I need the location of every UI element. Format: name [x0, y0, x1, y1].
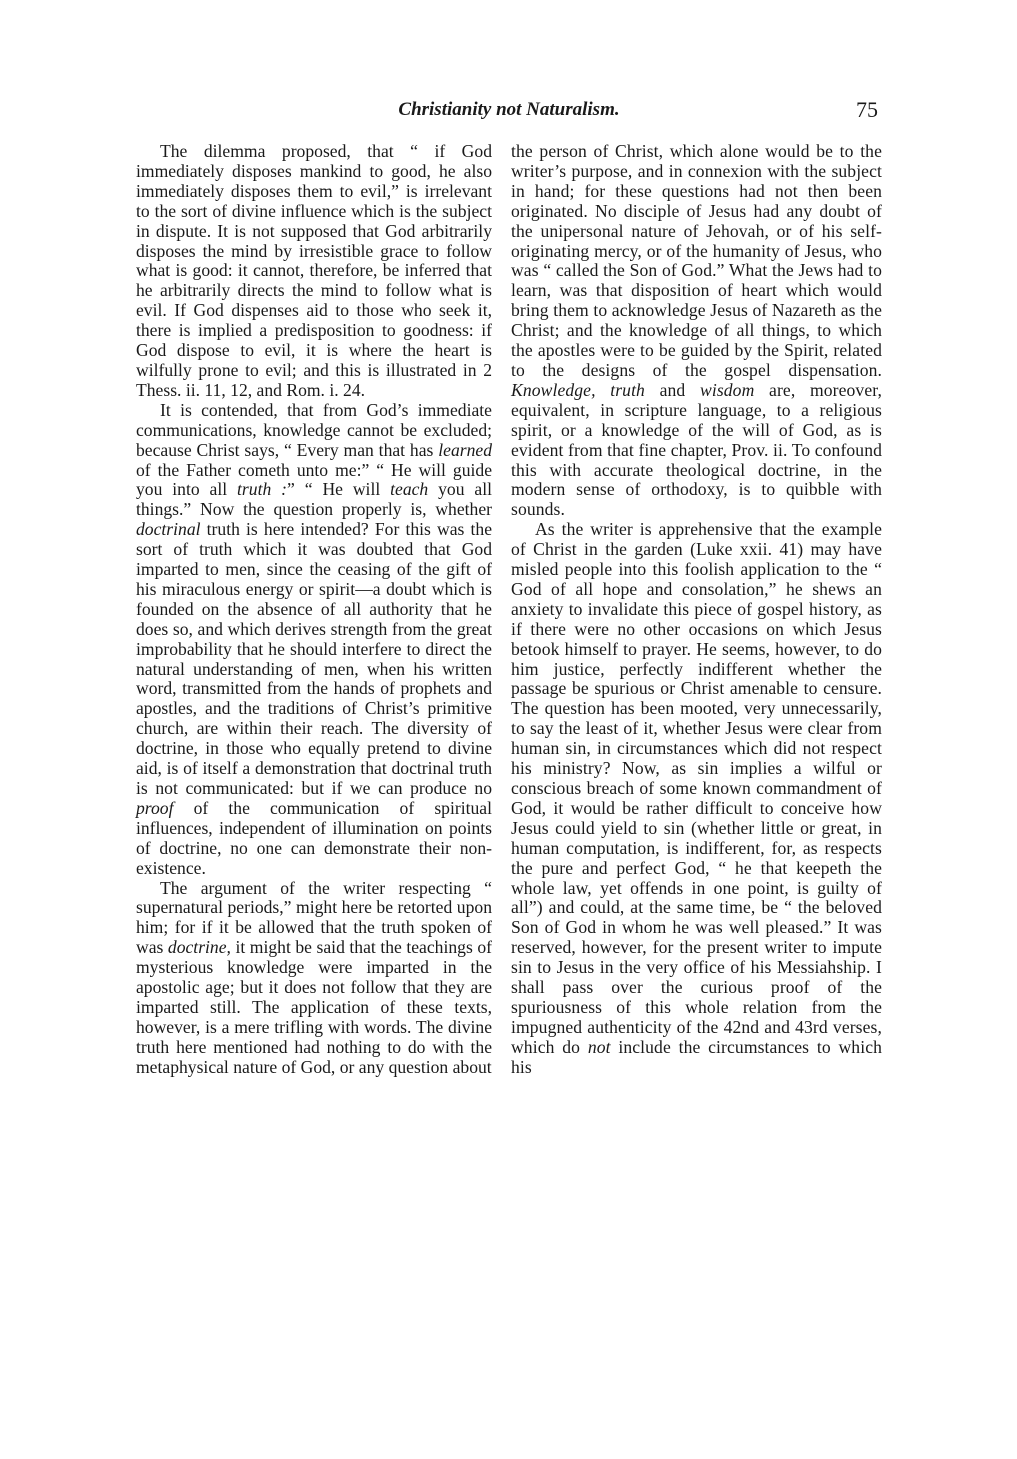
- italic-run: learned: [438, 439, 492, 460]
- text-run: truth is here intended? For this was the sort of truth which it was doubted that God imparted to men, since the ceasing of the gift of his miraculous energy or spirit—a doubt which is founded on the absence of all authority that he does so, and which derives strength from the great improbability that he should interfere to direct the natural understanding of men, when his written word, transmitted from the hands of prophets and apostles, and the traditions of Christ’s primitive church, are within their reach. The diversity of doctrine, in those who equally pretend to divine aid, is of itself a demonstration that doctrinal truth is not communicated: but if we can produce no: [136, 519, 492, 798]
- paragraph-apprehensive: [511, 520, 882, 1077]
- running-head: Christianity not Naturalism.: [398, 99, 620, 120]
- text-run: are, moreover, equivalent, in scripture language, to a religious spirit, or a knowledge of the will of God, as is evident from that fine chapter, Prov. ii. To confound this with accurate theological doctrine, in the modern sense of orthodoxy, is to quibble with sounds.: [511, 379, 882, 520]
- italic-run: doctrine,: [167, 937, 231, 958]
- text-run: of the communication of spiritual influences, independent of illumination on points of doctrine, no one can demonstrate their non-existence.: [136, 797, 492, 878]
- italic-run: Knowledge, truth: [511, 379, 645, 400]
- paragraph-dilemma: The dilemma proposed, that “ if God immediately disposes mankind to good, he also immediately disposes them to evil,” is irrelevant to the sort of divine influence which is the subject in dispute. It is not supposed that God arbitrarily disposes the mind by irresistible grace to follow what is good: it cannot, therefore, be inferred that he arbitrarily directs the mind to follow what is evil. If God dispenses aid to those who seek it, there is implied a predisposition to goodness: if God dispose to evil, it is where the heart is wilfully prone to evil; and this is illustrated in 2 Thess. ii. 11, 12, and Rom. i. 24.: [136, 141, 492, 400]
- right-column: [511, 142, 882, 1382]
- page-number: 75: [856, 97, 878, 122]
- text-run: ” “ He will: [287, 479, 391, 500]
- italic-run: truth :: [237, 479, 288, 500]
- text-run: It is contended, that from God’s immediate communications, knowledge cannot be excluded; because Christ says, “ Every man that has: [136, 399, 492, 460]
- text-run: of the Father cometh unto me:” “ He will guide you into all: [136, 459, 492, 500]
- text-run: include the circumstances to which his: [511, 1036, 882, 1077]
- text-run: and: [644, 379, 700, 400]
- paragraph-person-of-christ: [511, 142, 882, 520]
- paragraph-argument: [136, 879, 492, 1078]
- italic-run: teach: [390, 479, 429, 500]
- italic-run: proof: [136, 797, 174, 818]
- text-run: As the writer is apprehensive that the example of Christ in the garden (Luke xxii. 41) may have misled people into this foolish application to the “ God of all hope and consolation,” he shews an anxiety to invalidate this piece of gospel history, as if there were no other occasions on which Jesus betook himself to prayer. He seems, however, to do him justice, perfectly indifferent whether the passage be spurious or Christ amenable to censure. The question has been mooted, very unnecessarily, to say the least of it, whether Jesus were clear from human sin, in circumstances which did not respect his ministry? Now, as sin implies a wilful or conscious breach of some known commandment of God, it would be rather difficult to conceive how Jesus could yield to sin (whether little or great, in human computation, is indifferent, for, as respects the pure and perfect God, “ he that keepeth the whole law, yet offends in one point, is guilty of all”) and could, at the same time, be “ the beloved Son of God in whom he was well pleased.” It was reserved, however, for the present writer to impute sin to Jesus in the very office of his Messiahship. I shall pass over the curious proof of the spuriousness of this whole relation from the impugned authenticity of the 42nd and 43rd verses, which do: [511, 519, 882, 1057]
- italic-run: wisdom: [700, 379, 755, 400]
- page-header: [136, 97, 882, 127]
- paragraph-contended: [136, 401, 492, 879]
- italic-run: not: [587, 1036, 611, 1057]
- text-run: The argument of the writer respecting “ supernatural periods,” might here be retorted upon him; for if it be allowed that the truth spoken of was: [136, 877, 492, 958]
- text-run: it might be said that the teachings of mysterious knowledge were imparted in the apostolic age; but it does not follow that they are imparted still. The application of these texts, however, is a mere trifling with words. The divine truth here mentioned had nothing to do with the metaphysical nature of God, or any question about: [136, 937, 492, 1077]
- text-run: the person of Christ, which alone would be to the writer’s purpose, and in connexion with the subject in hand; for these questions had not then been originated. No disciple of Jesus had any doubt of the unipersonal nature of Jehovah, or of his self-originating mercy, or of the humanity of Jesus, who was “ called the Son of God.” What the Jews had to learn, was that disposition of heart which would bring them to acknowledge Jesus of Nazareth as the Christ; and the knowledge of all things, to which the apostles were to be guided by the Spirit, related to the designs of the gospel dispensation.: [511, 141, 882, 380]
- text-run: you all things.” Now the question properly is, whether: [136, 479, 493, 520]
- left-column: [136, 142, 492, 1382]
- italic-run: doctrinal: [136, 519, 201, 540]
